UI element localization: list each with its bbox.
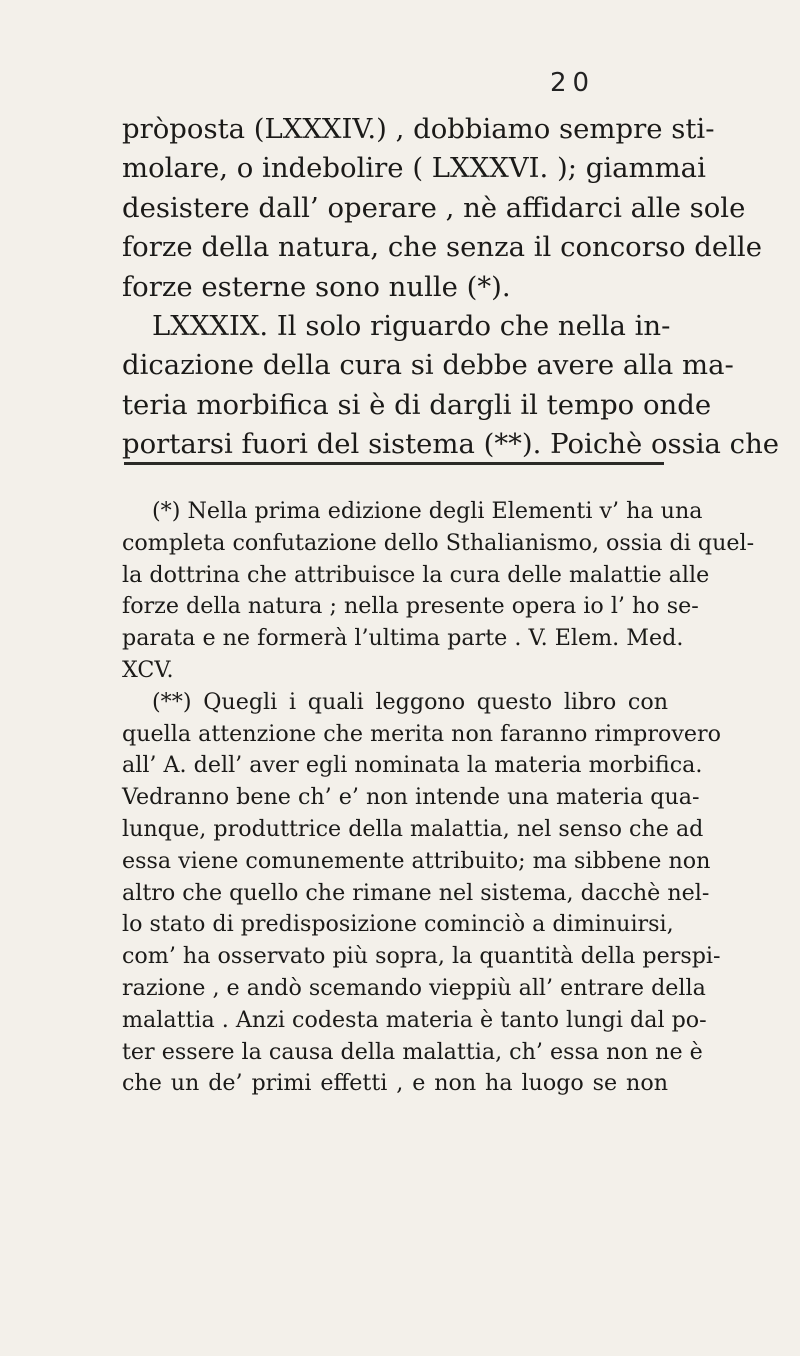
footnotes: [122, 496, 755, 1100]
main-text-line: dicazione della cura si debbe avere alla ma-: [122, 349, 734, 382]
footnote-line: lunque, produttrice della malattia, nel senso che ad: [122, 815, 704, 842]
page-number: 20: [550, 68, 596, 98]
footnote-line: malattia . Anzi codesta materia è tanto lungi dal po-: [122, 1006, 707, 1033]
footnote-line: essa viene comunemente attribuito; ma sibbene non: [122, 847, 711, 874]
footnote-line: forze della natura ; nella presente opera io l’ ho se-: [122, 593, 699, 620]
main-text-line: molare, o indebolire ( LXXXVI. ); giammai: [122, 152, 706, 185]
footnote-line: (**) Quegli i quali leggono questo libro con: [152, 688, 668, 715]
footnote-line: altro che quello che rimane nel sistema, dacchè nel-: [122, 879, 710, 906]
main-text-line: forze della natura, che senza il concorso delle: [122, 231, 762, 264]
footnote-line: la dottrina che attribuisce la cura delle malattie alle: [122, 561, 710, 588]
main-text: [122, 110, 780, 465]
footnote-line: lo stato di predisposizione cominciò a diminuirsi,: [122, 911, 674, 938]
footnote-line: (*) Nella prima edizione degli Elementi v’ ha una: [152, 498, 703, 524]
footnote-line: com’ ha osservato più sopra, la quantità della perspi-: [122, 943, 721, 970]
footnote-line: razione , e andò scemando vieppiù all’ entrare della: [122, 974, 706, 1001]
main-text-line: portarsi fuori del sistema (**). Poichè ossia che: [122, 428, 780, 461]
main-text-line: teria morbifica si è di dargli il tempo onde: [122, 388, 712, 421]
main-text-line: forze esterne sono nulle (*).: [122, 270, 511, 303]
footnote-line: completa confutazione dello Sthalianismo, ossia di quel-: [122, 529, 755, 556]
footnote-line: ter essere la causa della malattia, ch’ essa non ne è: [122, 1038, 703, 1065]
footnote-divider: [124, 462, 664, 465]
footnote-line: quella attenzione che merita non faranno rimprovero: [122, 720, 721, 747]
footnote-line: Vedranno bene ch’ e’ non intende una materia qua-: [122, 784, 700, 811]
footnote-line: che un de’ primi effetti , e non ha luogo se non: [122, 1070, 668, 1097]
main-text-line: desistere dall’ operare , nè affidarci alle sole: [122, 191, 746, 224]
main-text-line: pròposta (LXXXIV.) , dobbiamo sempre sti-: [122, 113, 715, 145]
footnote-line: XCV.: [122, 656, 174, 683]
footnote-line: parata e ne formerà l’ultima parte . V. Elem. Med.: [122, 625, 684, 652]
main-text-line: LXXXIX. Il solo riguardo che nella in-: [152, 309, 671, 342]
footnote-line: all’ A. dell’ aver egli nominata la materia morbifica.: [122, 752, 703, 779]
